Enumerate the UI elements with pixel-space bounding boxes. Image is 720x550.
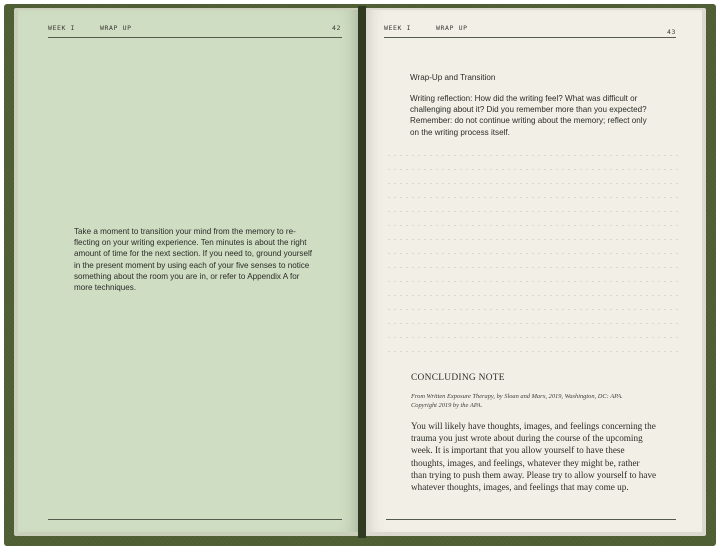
left-header-rule [48,37,342,38]
writing-line [386,211,678,212]
writing-line [386,295,678,296]
right-header-rule [384,37,676,38]
left-footer-rule [48,519,342,520]
writing-line [386,183,678,184]
left-page-number: 42 [332,24,342,32]
writing-line [386,155,678,156]
citation [411,392,683,410]
writing-line [386,197,678,198]
prompt-line: Writing reflection: How did the writing feel? What was difficult or [410,94,638,103]
note-line: trauma you just wrote about during the course of the upcoming [411,433,643,444]
writing-line [386,351,678,352]
writing-prompt [410,93,682,138]
note-line: week. It is important that you allow yourself to have these [411,445,625,456]
prompt-line: Remember: do not continue writing about the memory; reflect only [410,116,647,126]
body-line: in the present moment by using each of your five senses to notice [74,260,310,270]
prompt-line: on the writing process itself. [410,127,510,137]
right-header-title: WRAP UP [436,24,468,32]
writing-line [386,225,678,226]
citation-line: Copyright 2019 by the APA. [411,402,483,409]
note-line: You will likely have thoughts, images, and feelings concerning the [411,421,656,431]
right-header-section: WEEK I [384,24,412,32]
body-line: Take a moment to transition your mind from the memory to re- [74,227,296,236]
writing-line [386,267,678,268]
writing-line [386,239,678,240]
writing-line [386,253,678,254]
note-line: thoughts, images, and feelings, whatever they might be, rather [411,457,640,468]
note-line: whatever thoughts, images, and feelings that may come up. [411,482,629,493]
concluding-heading: CONCLUDING NOTE [411,373,505,383]
writing-line [386,169,678,170]
left-header-title: WRAP UP [100,24,132,32]
writing-line [386,323,678,324]
citation-line: From Written Exposure Therapy, by Sloan and Marx, 2019, Washington, DC: APA. [411,393,623,400]
body-line: more techniques. [74,283,137,293]
prompt-line: challenging about it? Did you remember more than you expected? [410,105,647,115]
body-line: flecting on your writing experience. Ten minutes is about the right [74,238,307,248]
writing-line [386,337,678,338]
left-header-section: WEEK I [48,24,76,32]
left-body-text [74,226,344,293]
concluding-note-text [411,420,691,493]
right-footer-rule [386,519,676,520]
note-line: than trying to push them away. Please try to allow yourself to have [411,469,657,480]
writing-line [386,281,678,282]
right-page-number: 43 [667,28,677,36]
body-line: something about the room you are in, or refer to Appendix A for [74,271,300,281]
body-line: amount of time for the next section. If you need to, ground yourself [74,249,313,259]
section-title: Wrap-Up and Transition [410,73,496,82]
writing-line [386,309,678,310]
book-spine [358,6,366,538]
